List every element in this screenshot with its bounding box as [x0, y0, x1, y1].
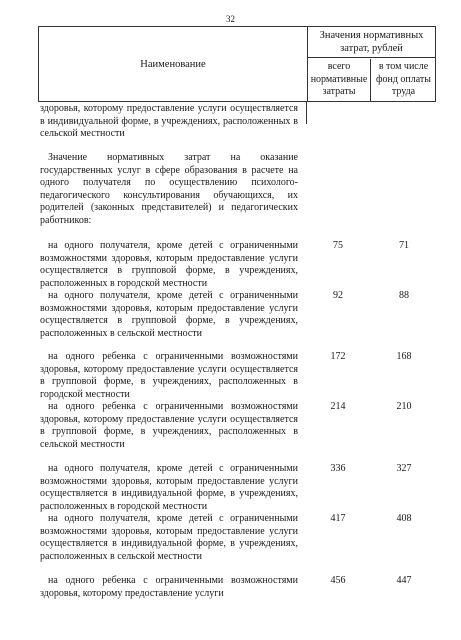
- table-row-text: на одного получателя, кроме детей с ограниченными возможностями здоровья, которым предоставление услуги осуществляется в групповой форме, в учреждениях, расположенных в городской местности: [40, 240, 298, 289]
- row-total-value: 75: [333, 240, 343, 251]
- table-row-text: на одного получателя, кроме детей с ограниченными возможностями здоровья, которым предоставление услуги осуществляется в индивидуальной форме, в учреждениях, расположенных в городской местности: [40, 463, 298, 512]
- row-wage-value: 210: [396, 401, 412, 412]
- row-wage-value: 408: [396, 513, 412, 524]
- row-wage-value: 327: [396, 463, 412, 474]
- table-row-text: на одного получателя, кроме детей с ограниченными возможностями здоровья, которым предоставление услуги осуществляется в групповой форме, в учреждениях, расположенных в сельской местности: [40, 290, 298, 339]
- row-wage-value: 447: [396, 575, 412, 586]
- header-name-column: Наименование: [39, 27, 308, 101]
- header-total-column: всего нормативные затраты: [308, 59, 371, 101]
- section-heading: Значение нормативных затрат на оказание государственных услуг в сфере образования в расчете на одного получателя по осуществлению психолого-педагогического консультирования обучающихся, их родителей (законных представителей) и педагогических работников:: [40, 152, 298, 226]
- row-total-value: 417: [330, 513, 346, 524]
- table-row-text: на одного получателя, кроме детей с ограниченными возможностями здоровья, которым предоставление услуги осуществляется в индивидуальной форме, в учреждениях, расположенных в сельской местности: [40, 513, 298, 562]
- table-row-text: здоровья, которому предоставление услуги осуществляется в индивидуальной форме, в учреждениях, расположенных в сельской местности: [40, 103, 298, 140]
- row-total-value: 456: [330, 575, 346, 586]
- column-divider: [306, 102, 307, 124]
- table-header: [38, 26, 436, 102]
- row-total-value: 214: [330, 401, 346, 412]
- row-wage-value: 88: [399, 290, 409, 301]
- header-values-column: Значения нормативных затрат, рублей: [308, 27, 435, 58]
- table-row-text: на одного ребенка с ограниченными возможностями здоровья, которому предоставление услуги: [40, 575, 298, 599]
- header-wage-column: в том числе фонд оплаты труда: [375, 61, 432, 97]
- row-total-value: 336: [330, 463, 346, 474]
- row-wage-value: 168: [396, 351, 412, 362]
- row-total-value: 172: [330, 351, 346, 362]
- row-wage-value: 71: [399, 240, 409, 251]
- table-row-text: на одного ребенка с ограниченными возможностями здоровья, которому предоставление услуги осуществляется в групповой форме, в учреждениях, расположенных в сельской местности: [40, 401, 298, 450]
- table-row-text: на одного ребенка с ограниченными возможностями здоровья, которому предоставление услуги осуществляется в групповой форме, в учреждениях, расположенных в городской местности: [40, 351, 298, 400]
- page-number: 32: [226, 14, 235, 24]
- row-total-value: 92: [333, 290, 343, 301]
